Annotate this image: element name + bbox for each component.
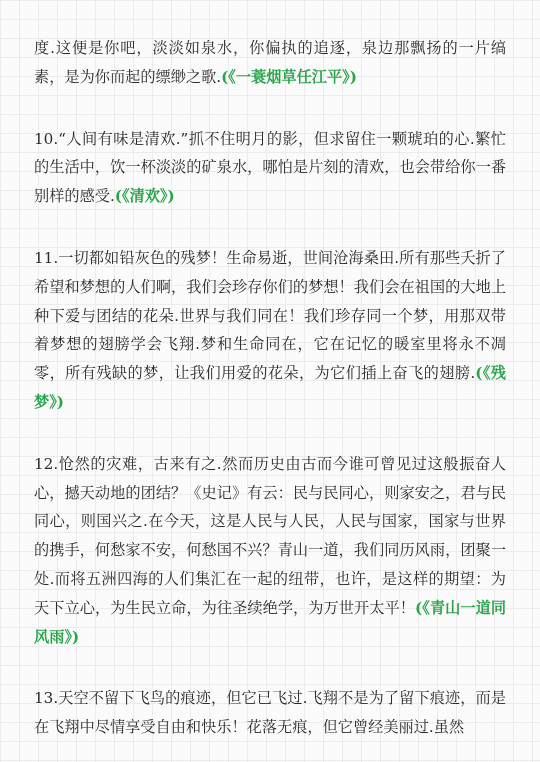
source-title: (《残梦》)	[34, 364, 506, 411]
paragraph-11	[34, 244, 506, 417]
paragraph-text: 13.天空不留下飞鸟的痕迹，但它已飞过.飞翔不是为了留下痕迹，而是在飞翔中尽情享受自由和快乐！花落无痕，但它曾经美丽过.虽然	[34, 689, 506, 737]
paragraph-9-tail	[34, 34, 506, 92]
paragraph-text: 度.这便是你吧，淡淡如泉水，你偏执的追逐，泉边那飘扬的一片缟素，是为你而起的缥缈之歌.	[34, 39, 506, 86]
paragraph-12	[34, 450, 506, 652]
paragraph-10	[34, 125, 506, 211]
paragraph-text: 11.一切都如铅灰色的残梦！生命易逝，世间沧海桑田.所有那些夭折了希望和梦想的人们啊，我们会珍存你们的梦想！我们会在祖国的大地上种下爱与团结的花朵.世界与我们同在！我们珍存同一个梦，用那双带着梦想的翅膀学会飞翔.梦和生命同在，它在记忆的暖室里将永不凋零，所有残缺的梦，让我们用爱的花朵，为它们插上奋飞的翅膀.	[34, 248, 506, 383]
source-title: (《一蓑烟草任江平》)	[221, 67, 357, 86]
source-title: (《青山一道同风雨》)	[34, 598, 507, 646]
source-title: (《清欢》)	[114, 187, 175, 206]
paragraph-text: 12.怆然的灾难，古来有之.然而历史由古而今谁可曾见过这般振奋人心，撼天动地的团结？《史记》有云：民与民同心，则家安之，君与民同心，则国兴之.在今天，这是人民与人民，人民与国家，国家与世界的携手，何愁家不安，何愁国不兴？青山一道，我们同历风雨，团聚一处.而将五洲四海的人们集汇在一起的纽带，也许，是这样的期望：为天下立心，为生民立命，为往圣续绝学，为万世开太平！	[34, 454, 506, 617]
paragraph-13	[34, 684, 506, 742]
paragraph-text: 10.“人间有味是清欢.”抓不住明月的影，但求留住一颗琥珀的心.繁忙的生活中，饮一杯淡淡的矿泉水，哪怕是片刻的清欢，也会带给你一番别样的感受.	[34, 129, 506, 206]
